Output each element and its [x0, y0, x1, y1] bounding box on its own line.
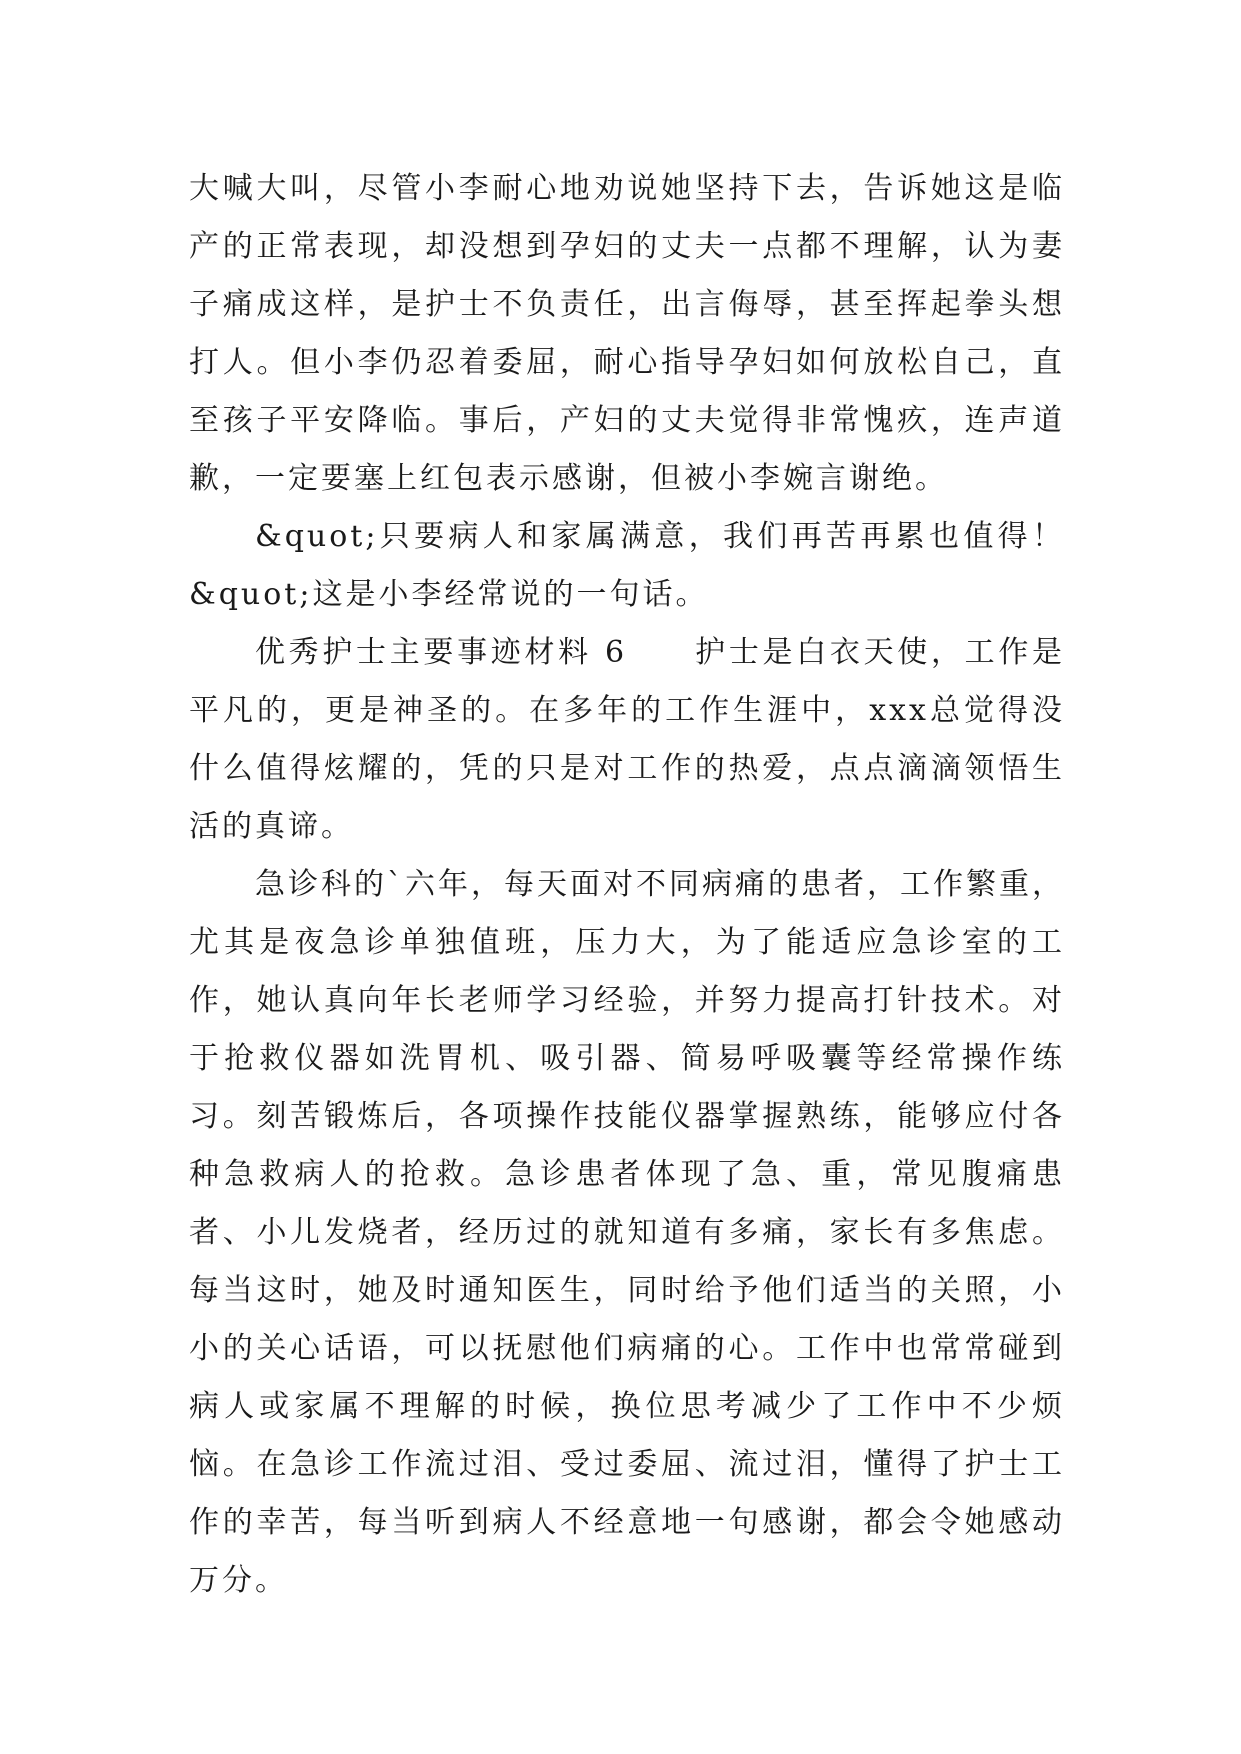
- document-body: [189, 160, 1065, 1610]
- paragraph-continuation: 大喊大叫，尽管小李耐心地劝说她坚持下去，告诉她这是临产的正常表现，却没想到孕妇的丈夫一点都不理解，认为妻子痛成这样，是护士不负责任，出言侮辱，甚至挥起拳头想打人。但小李仍忍着委屈，耐心指导孕妇如何放松自己，直至孩子平安降临。事后，产妇的丈夫觉得非常愧疚，连声道歉，一定要塞上红包表示感谢，但被小李婉言谢绝。: [189, 171, 1065, 496]
- paragraph-emergency-work: 急诊科的`六年，每天面对不同病痛的患者，工作繁重，尤其是夜急诊单独值班，压力大，为了能适应急诊室的工作，她认真向年长老师学习经验，并努力提高打针技术。对于抢救仪器如洗胃机、吸引器、简易呼吸囊等经常操作练习。刻苦锻炼后，各项操作技能仪器掌握熟练，能够应付各种急救病人的抢救。急诊患者体现了急、重，常见腹痛患者、小儿发烧者，经历过的就知道有多痛，家长有多焦虑。每当这时，她及时通知医生，同时给予他们适当的关照，小小的关心话语，可以抚慰他们病痛的心。工作中也常常碰到病人或家属不理解的时候，换位思考减少了工作中不少烦恼。在急诊工作流过泪、受过委屈、流过泪，懂得了护士工作的幸苦，每当听到病人不经意地一句感谢，都会令她感动万分。: [189, 867, 1065, 1598]
- paragraph-section-6-intro: 优秀护士主要事迹材料 6 护士是白衣天使，工作是平凡的，更是神圣的。在多年的工作生涯中，xxx总觉得没什么值得炫耀的，凭的只是对工作的热爱，点点滴滴领悟生活的真谛。: [189, 635, 1065, 844]
- paragraph-quote: &quot;只要病人和家属满意，我们再苦再累也值得！&quot;这是小李经常说的一句话。: [189, 519, 1065, 612]
